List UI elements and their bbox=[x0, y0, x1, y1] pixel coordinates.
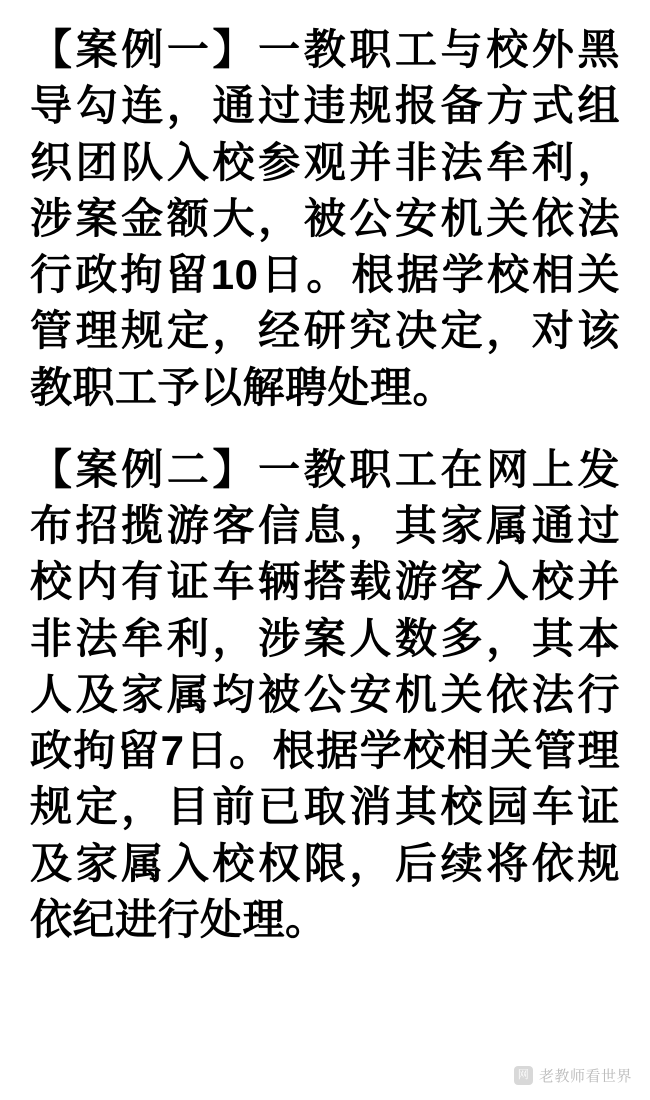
case-paragraph-two: 【案例二】一教职工在网上发布招揽游客信息，其家属通过校内有证车辆搭载游客入校并非法牟利，涉案人数多，其本人及家属均被公安机关依法行政拘留7日。根据学校相关管理规定，目前已取消其校园车证及家属入校权限，后续将依规依纪进行处理。 bbox=[30, 445, 620, 943]
watermark-label: 老教师看世界 bbox=[538, 1068, 632, 1085]
case-paragraph-one: 【案例一】一教职工与校外黑导勾连，通过违规报备方式组织团队入校参观并非法牟利，涉案金额大，被公安机关依法行政拘留10日。根据学校相关管理规定，经研究决定，对该教职工予以解聘处理。 bbox=[30, 26, 620, 411]
watermark bbox=[514, 1065, 632, 1086]
watermark-badge-icon: 网 bbox=[514, 1066, 533, 1085]
